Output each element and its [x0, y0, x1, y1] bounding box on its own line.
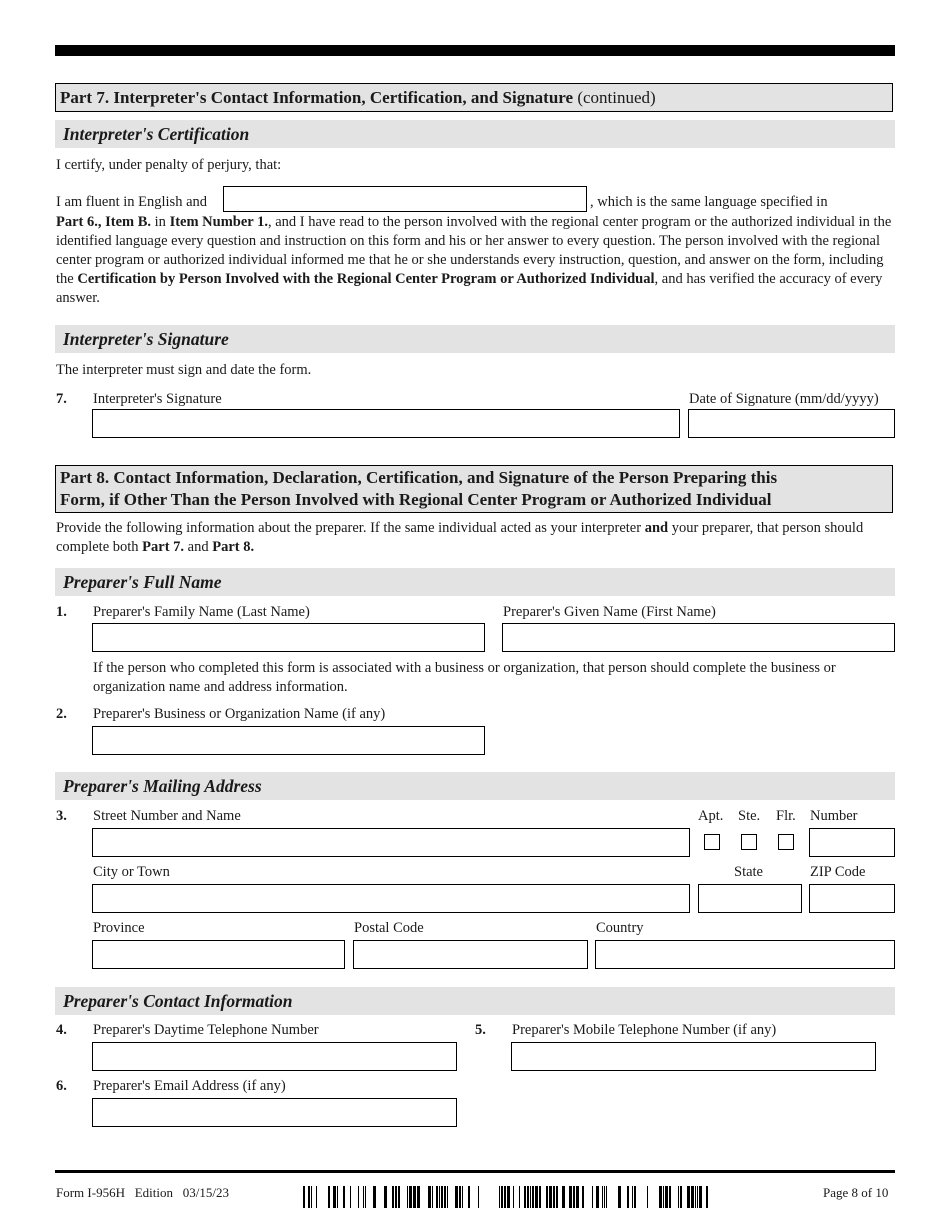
signature-instruction: The interpreter must sign and date the form. [56, 362, 312, 378]
part8-intro-c: and [184, 539, 213, 555]
daytime-phone-label: Preparer's Daytime Telephone Number [93, 1022, 319, 1038]
section-preparer-full-name: Preparer's Full Name [55, 568, 895, 596]
zip-field[interactable] [809, 884, 895, 913]
zip-label: ZIP Code [810, 864, 866, 880]
province-field[interactable] [92, 940, 345, 969]
part8-intro [56, 519, 891, 557]
form-edition: Form I-956H Edition 03/15/23 [56, 1185, 229, 1200]
unit-number-field[interactable] [809, 828, 895, 857]
part8-ref-part7: Part 7. [142, 539, 185, 555]
ref-item1: Item Number 1. [169, 214, 268, 230]
street-label: Street Number and Name [93, 808, 241, 824]
ref-in: in [151, 214, 170, 230]
cert-body: , and I have read to the person involved with the regional center program or the authorized individual in the identified language every question and instruction on this form and his or her answer to every question. The person involved with the regional center program or authorized individual informed me that he or she understands every instruction, question, and answer on the form, including the [56, 214, 892, 287]
part8-header [55, 465, 893, 513]
certify-intro: I certify, under penalty of perjury, that: [56, 157, 282, 173]
business-note: If the person who completed this form is associated with a business or organization, that person should complete the business or organization name and address information. [93, 660, 836, 695]
section-interpreter-certification: Interpreter's Certification [55, 120, 895, 148]
item-number-3: 3. [56, 808, 67, 824]
item-number-4: 4. [56, 1022, 67, 1038]
item-number-5: 5. [475, 1022, 486, 1038]
province-label: Province [93, 920, 145, 936]
country-label: Country [596, 920, 644, 936]
date-of-signature-label: Date of Signature (mm/dd/yyyy) [689, 391, 879, 407]
interpreter-signature-field[interactable] [92, 409, 680, 438]
city-label: City or Town [93, 864, 170, 880]
part8-intro-b: your preparer, that person should complete both [56, 520, 864, 555]
part8-intro-a: Provide the following information about the preparer. If the same individual acted as your interpreter [56, 520, 645, 536]
street-field[interactable] [92, 828, 690, 857]
postal-code-label: Postal Code [354, 920, 424, 936]
part7-title: Part 7. Interpreter's Contact Information, Certification, and Signature [60, 88, 574, 107]
mobile-phone-label: Preparer's Mobile Telephone Number (if any) [512, 1022, 777, 1038]
part8-title-line2: Form, if Other Than the Person Involved with Regional Center Program or Authorized Individual [60, 490, 772, 509]
item-number-1: 1. [56, 604, 67, 620]
email-field[interactable] [92, 1098, 457, 1127]
date-of-signature-field[interactable] [688, 409, 895, 438]
city-field[interactable] [92, 884, 690, 913]
given-name-field[interactable] [502, 623, 895, 652]
barcode-image [303, 1186, 710, 1208]
country-field[interactable] [595, 940, 895, 969]
section-interpreter-signature: Interpreter's Signature [55, 325, 895, 353]
part7-continued: (continued) [577, 88, 656, 107]
flr-checkbox[interactable] [778, 834, 794, 850]
page-number: Page 8 of 10 [823, 1185, 889, 1200]
flr-label: Flr. [776, 808, 796, 824]
fluent-prefix: I am fluent in English and [56, 194, 208, 210]
fluent-suffix: , which is the same language specified in [590, 194, 828, 210]
ref-part6: Part 6., Item B. [56, 214, 152, 230]
postal-code-field[interactable] [353, 940, 588, 969]
email-label: Preparer's Email Address (if any) [93, 1078, 286, 1094]
ste-checkbox[interactable] [741, 834, 757, 850]
section-preparer-contact-information: Preparer's Contact Information [55, 987, 895, 1015]
certification-paragraph [56, 213, 896, 308]
part8-ref-part8: Part 8. [212, 539, 255, 555]
family-name-label: Preparer's Family Name (Last Name) [93, 604, 310, 620]
language-field[interactable] [223, 186, 587, 212]
daytime-phone-field[interactable] [92, 1042, 457, 1071]
apt-checkbox[interactable] [704, 834, 720, 850]
part8-title-line1: Part 8. Contact Information, Declaration, Certification, and Signature of the Person Preparing this [60, 468, 778, 487]
given-name-label: Preparer's Given Name (First Name) [503, 604, 716, 620]
interpreter-signature-label: Interpreter's Signature [93, 391, 222, 407]
apt-label: Apt. [698, 808, 724, 824]
cert-end: , and has verified the accuracy of every answer. [56, 271, 883, 306]
bottom-rule [55, 1170, 895, 1173]
top-rule [55, 45, 895, 56]
family-name-field[interactable] [92, 623, 485, 652]
state-label: State [734, 864, 763, 880]
mobile-phone-field[interactable] [511, 1042, 876, 1071]
state-field[interactable] [698, 884, 802, 913]
section-preparer-mailing-address: Preparer's Mailing Address [55, 772, 895, 800]
item-number-7: 7. [56, 391, 67, 407]
part7-header [55, 83, 893, 112]
ste-label: Ste. [738, 808, 761, 824]
cert-bold-title: Certification by Person Involved with the Regional Center Program or Authorized Individual [77, 271, 655, 287]
business-name-field[interactable] [92, 726, 485, 755]
part8-intro-and: and [644, 520, 669, 536]
item-number-2: 2. [56, 706, 67, 722]
business-name-label: Preparer's Business or Organization Name (if any) [93, 706, 386, 722]
item-number-6: 6. [56, 1078, 67, 1094]
number-label: Number [810, 808, 858, 824]
